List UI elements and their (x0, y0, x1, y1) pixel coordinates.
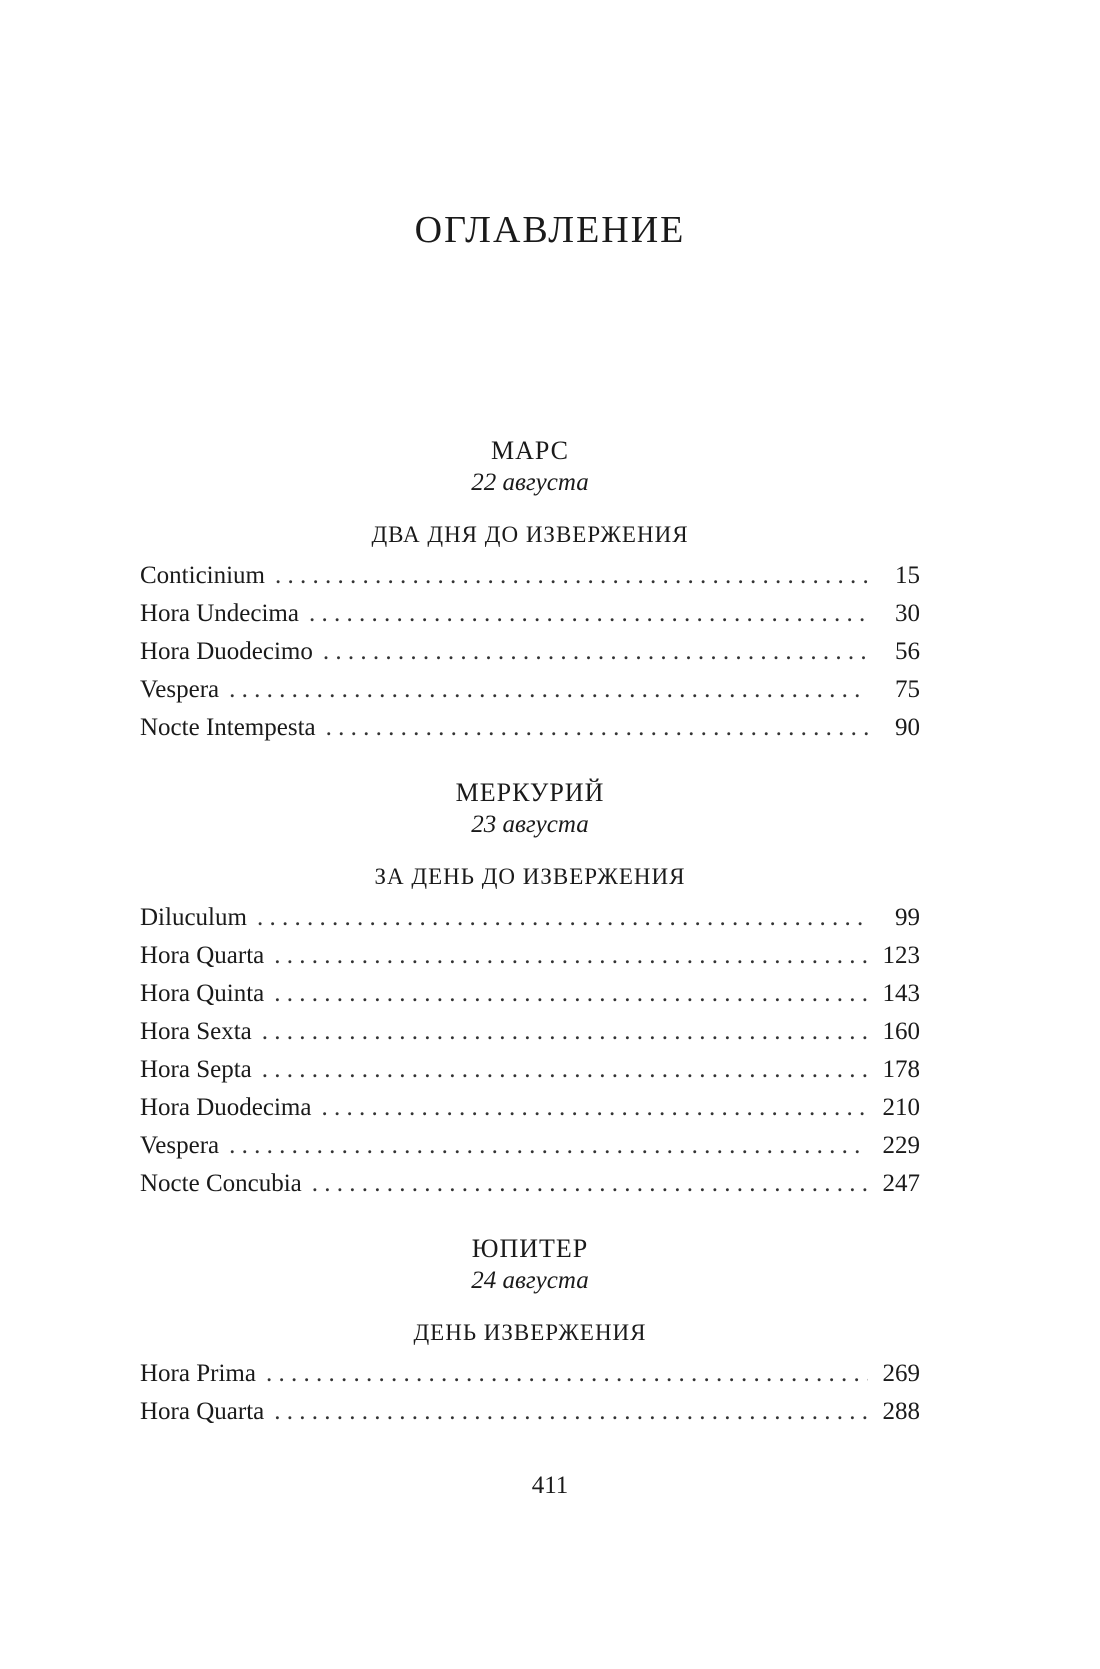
dot-leader (266, 1355, 868, 1393)
part-date: 23 августа (471, 811, 589, 838)
dot-leader (262, 1013, 868, 1051)
toc-entry-page: 247 (882, 1170, 920, 1197)
part-subtitle: ЗА ДЕНЬ ДО ИЗВЕРЖЕНИЯ (374, 864, 686, 889)
toc-entry[interactable] (140, 633, 920, 671)
toc-entry-name: Hora Quarta (140, 942, 265, 969)
dot-leader (275, 557, 868, 595)
toc-entry-name: Hora Prima (140, 1360, 256, 1387)
part-subtitle: ДЕНЬ ИЗВЕРЖЕНИЯ (413, 1320, 647, 1345)
toc-entry[interactable] (140, 975, 920, 1013)
toc-entry[interactable] (140, 557, 920, 595)
part-heading: МЕРКУРИЙ (455, 778, 605, 807)
part-heading: ЮПИТЕР (471, 1234, 589, 1263)
dot-leader (323, 633, 868, 671)
part-subtitle: ДВА ДНЯ ДО ИЗВЕРЖЕНИЯ (371, 522, 689, 547)
toc-entry[interactable] (140, 1165, 920, 1203)
toc-entry[interactable] (140, 937, 920, 975)
toc-part-mercury (140, 777, 920, 1203)
dot-leader (274, 937, 868, 975)
toc-entry[interactable] (140, 671, 920, 709)
dot-leader (229, 671, 868, 709)
toc-part-jupiter (140, 1233, 920, 1431)
toc-entry-name: Hora Septa (140, 1056, 252, 1083)
part-heading: МАРС (490, 436, 569, 465)
toc-entry-page: 99 (895, 904, 920, 931)
toc-entry[interactable] (140, 899, 920, 937)
toc-entry-page: 123 (882, 942, 920, 969)
page-number: 411 (531, 1472, 569, 1499)
toc-entry-name: Hora Undecima (140, 600, 299, 627)
toc-entry-page: 56 (895, 638, 920, 665)
toc-entry-page: 288 (882, 1398, 920, 1425)
toc-entry[interactable] (140, 1051, 920, 1089)
toc-entry-page: 178 (882, 1056, 920, 1083)
toc-entry[interactable] (140, 1013, 920, 1051)
toc-entry-name: Hora Quarta (140, 1398, 265, 1425)
toc-entry[interactable] (140, 709, 920, 747)
toc-entry-name: Hora Quinta (140, 980, 265, 1007)
toc-entry-page: 90 (895, 714, 920, 741)
dot-leader (326, 709, 868, 747)
page-title: ОГЛАВЛЕНИЕ (414, 209, 686, 251)
table-of-contents (140, 435, 920, 1461)
dot-leader (312, 1165, 868, 1203)
toc-entry-name: Nocte Concubia (140, 1170, 302, 1197)
part-date: 24 августа (471, 1267, 589, 1294)
toc-entry-name: Diluculum (140, 904, 247, 931)
toc-entry[interactable] (140, 1393, 920, 1431)
dot-leader (274, 975, 868, 1013)
toc-entry[interactable] (140, 1355, 920, 1393)
toc-entry-name: Vespera (140, 1132, 220, 1159)
dot-leader (229, 1127, 868, 1165)
dot-leader (274, 1393, 868, 1431)
toc-entry-name: Hora Duodecima (140, 1094, 312, 1121)
toc-part-mars (140, 435, 920, 747)
toc-entry[interactable] (140, 595, 920, 633)
toc-entry-name: Hora Duodecimo (140, 638, 313, 665)
toc-entry-page: 160 (882, 1018, 920, 1045)
toc-entry-page: 75 (895, 676, 920, 703)
toc-entry-page: 30 (895, 600, 920, 627)
toc-entry-page: 269 (882, 1360, 920, 1387)
toc-entry-name: Conticinium (140, 562, 265, 589)
toc-entry-page: 15 (895, 562, 920, 589)
toc-entry-page: 229 (882, 1132, 920, 1159)
dot-leader (309, 595, 868, 633)
toc-entry-name: Vespera (140, 676, 220, 703)
toc-entry[interactable] (140, 1127, 920, 1165)
part-date: 22 августа (471, 469, 589, 496)
toc-entry[interactable] (140, 1089, 920, 1127)
dot-leader (321, 1089, 868, 1127)
dot-leader (257, 899, 868, 937)
dot-leader (262, 1051, 868, 1089)
toc-entry-name: Nocte Intempesta (140, 714, 316, 741)
toc-entry-page: 210 (882, 1094, 920, 1121)
toc-entry-page: 143 (882, 980, 920, 1007)
toc-entry-name: Hora Sexta (140, 1018, 252, 1045)
